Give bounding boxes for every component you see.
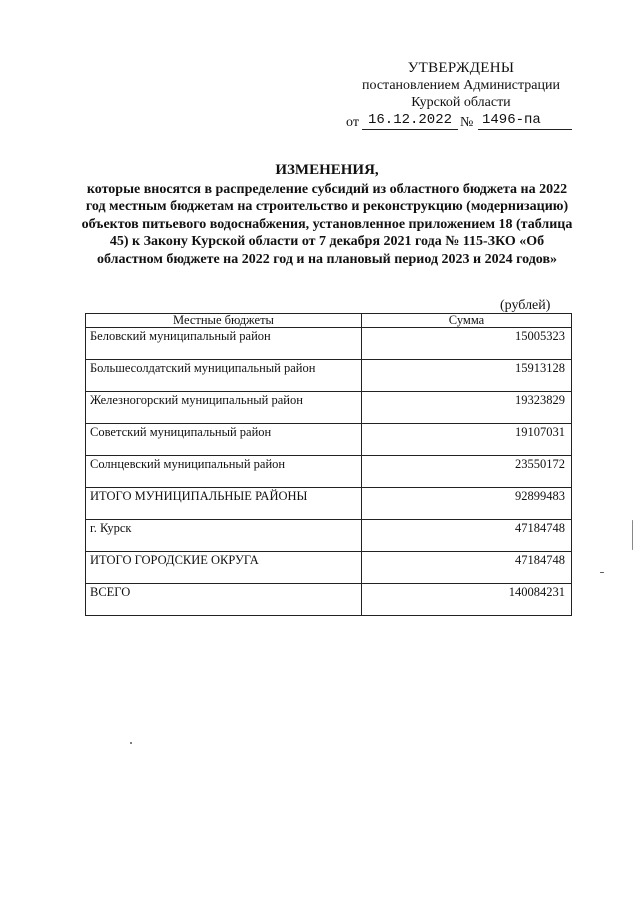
scan-speck	[600, 572, 604, 573]
row-sum: 15005323	[362, 328, 572, 360]
row-name: Большесолдатский муниципальный район	[86, 360, 362, 392]
table-row	[86, 424, 572, 456]
row-name: Беловский муниципальный район	[86, 328, 362, 360]
table-row-total-districts	[86, 488, 572, 520]
table-row-total-cities	[86, 552, 572, 584]
header-sum: Сумма	[362, 314, 572, 328]
table-row	[86, 392, 572, 424]
approval-title: УТВЕРЖДЕНЫ	[407, 60, 515, 76]
row-name: ИТОГО МУНИЦИПАЛЬНЫЕ РАЙОНЫ	[86, 488, 362, 520]
scan-edge-mark	[632, 520, 633, 550]
approval-line-1: постановлением Администрации	[362, 78, 560, 93]
row-sum: 15913128	[362, 360, 572, 392]
row-sum: 23550172	[362, 456, 572, 488]
row-name: г. Курск	[86, 520, 362, 552]
table-row	[86, 520, 572, 552]
scan-speck	[130, 742, 132, 744]
row-sum: 47184748	[362, 552, 572, 584]
table-row	[86, 360, 572, 392]
heading-body: которые вносятся в распределение субсидий из областного бюджета на 2022 год местным бюджетам на строительство и реконструкцию (модернизацию) объектов питьевого водоснабжения, установленное приложением 18 (таблица 45) к Закону Курской области от 7 декабря 2021 года № 115-ЗКО «Об областном бюджете на 2022 год и на плановый период 2023 и 2024 годов»	[81, 181, 573, 267]
budget-table	[85, 313, 572, 616]
row-name: ИТОГО ГОРОДСКИЕ ОКРУГА	[86, 552, 362, 584]
approval-date-line	[346, 112, 576, 131]
row-sum: 92899483	[362, 488, 572, 520]
from-label: от	[346, 115, 359, 130]
row-sum: 19323829	[362, 392, 572, 424]
row-name: Железногорский муниципальный район	[86, 392, 362, 424]
header-budgets: Местные бюджеты	[86, 314, 362, 328]
row-name: Советский муниципальный район	[86, 424, 362, 456]
approval-line-2: Курской области	[411, 95, 511, 110]
number-label: №	[460, 115, 474, 130]
document-heading	[80, 162, 574, 268]
table-row	[86, 328, 572, 360]
table-header-row	[86, 314, 572, 328]
row-sum: 140084231	[362, 584, 572, 616]
table-row	[86, 456, 572, 488]
row-name: ВСЕГО	[86, 584, 362, 616]
row-name: Солнцевский муниципальный район	[86, 456, 362, 488]
approval-date: 16.12.2022	[362, 112, 458, 130]
row-sum: 19107031	[362, 424, 572, 456]
table-row-grand-total	[86, 584, 572, 616]
heading-title: ИЗМЕНЕНИЯ,	[275, 162, 379, 178]
row-sum: 47184748	[362, 520, 572, 552]
unit-label: (рублей)	[500, 298, 551, 313]
approval-number: 1496-па	[478, 112, 572, 130]
approval-block	[346, 60, 576, 131]
